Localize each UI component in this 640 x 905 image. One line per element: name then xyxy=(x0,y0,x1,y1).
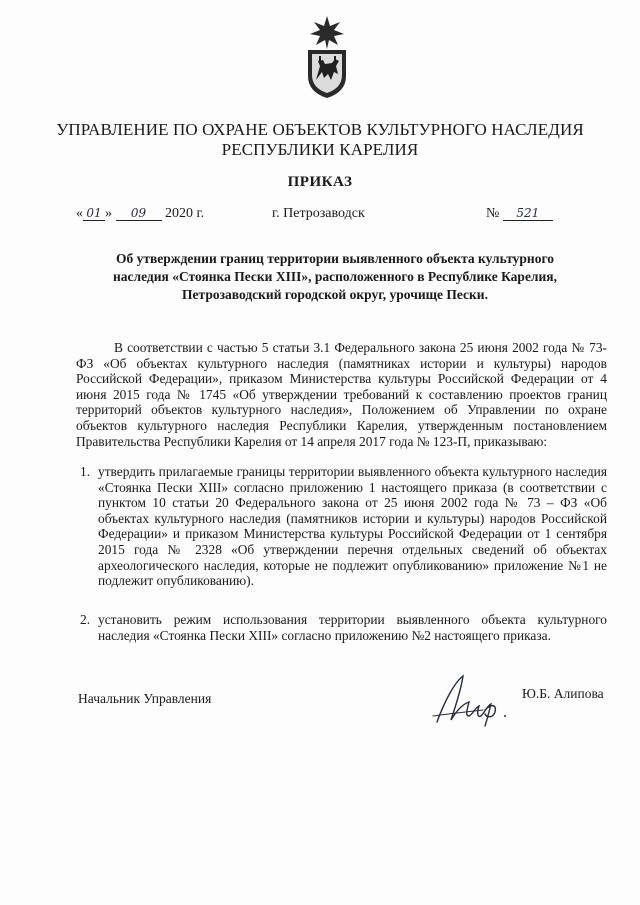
signatory-name: Ю.Б. Алипова xyxy=(522,686,604,701)
order-date xyxy=(76,206,204,222)
organization-line-1: УПРАВЛЕНИЕ ПО ОХРАНЕ ОБЪЕКТОВ КУЛЬТУРНОГО НАСЛЕДИЯ xyxy=(56,120,584,139)
document-title: ПРИКАЗ xyxy=(287,174,353,190)
date-quote-open: « xyxy=(76,206,83,221)
order-city: г. Петрозаводск xyxy=(272,206,365,221)
list-item-number: 1. xyxy=(80,464,91,479)
date-quote-close: » xyxy=(105,206,112,221)
list-item xyxy=(80,464,607,589)
date-month: 09 xyxy=(116,206,162,221)
coat-of-arms-icon xyxy=(298,14,356,100)
order-subject xyxy=(84,250,586,304)
list-item-number: 2. xyxy=(80,612,91,627)
signatory-role: Начальник Управления xyxy=(78,691,212,706)
date-day: 01 xyxy=(83,206,105,221)
organization-line-2: РЕСПУБЛИКИ КАРЕЛИЯ xyxy=(221,140,419,159)
list-item-text: утвердить прилагаемые границы территории выявленного объекта культурного наследия «Стоянка Пески XIII» согласно приложению 1 настоящего приказа (в соответствии с пунктом 10 статьи 20 Федерального закона от 25 июня 2002 года № 73 – ФЗ «Об объектах культурного наследия (памятников истории и культуры) народов Российской Федерации» и приказом Министерства культуры Российской Федерации от 1 сентября 2015 года № 2328 «Об утверждении перечня отдельных сведений об объектах археологического наследия, которые не подлежит опубликованию» приложение №1 не подлежит опубликованию). xyxy=(98,464,607,589)
organization-name xyxy=(40,120,600,160)
order-number xyxy=(486,206,553,222)
subject-line-2: наследия «Стоянка Пески XIII», расположенного в Республике Карелия, xyxy=(113,269,557,284)
subject-line-3: Петрозаводский городской округ, урочище Пески. xyxy=(182,287,488,302)
signature-icon xyxy=(425,670,515,730)
subject-line-1: Об утверждении границ территории выявленного объекта культурного xyxy=(115,251,555,266)
date-year: 2020 г. xyxy=(165,206,205,221)
number-value: 521 xyxy=(503,206,553,221)
list-item-text: установить режим использования территории выявленного объекта культурного наследия «Стоянка Пески XIII» согласно приложению №2 настоящего приказа. xyxy=(98,612,607,643)
list-item xyxy=(80,612,607,643)
preamble-paragraph: В соответствии с частью 5 статьи 3.1 Федерального закона 25 июня 2002 года № 73-ФЗ «Об объектах культурного наследия (памятниках истории и культуры) народов Российской Федерации», приказом Министерства культуры Российской Федерации от 4 июня 2015 года № 1745 «Об утверждении требований к составлению проектов границ территорий объектов культурного наследия», Положением об Управлении по охране объектов культурного наследия Республики Карелия, утвержденным постановлением Правительства Республики Карелия от 14 апреля 2017 года № 123-П, приказываю: xyxy=(76,340,607,449)
number-sign: № xyxy=(486,206,500,221)
